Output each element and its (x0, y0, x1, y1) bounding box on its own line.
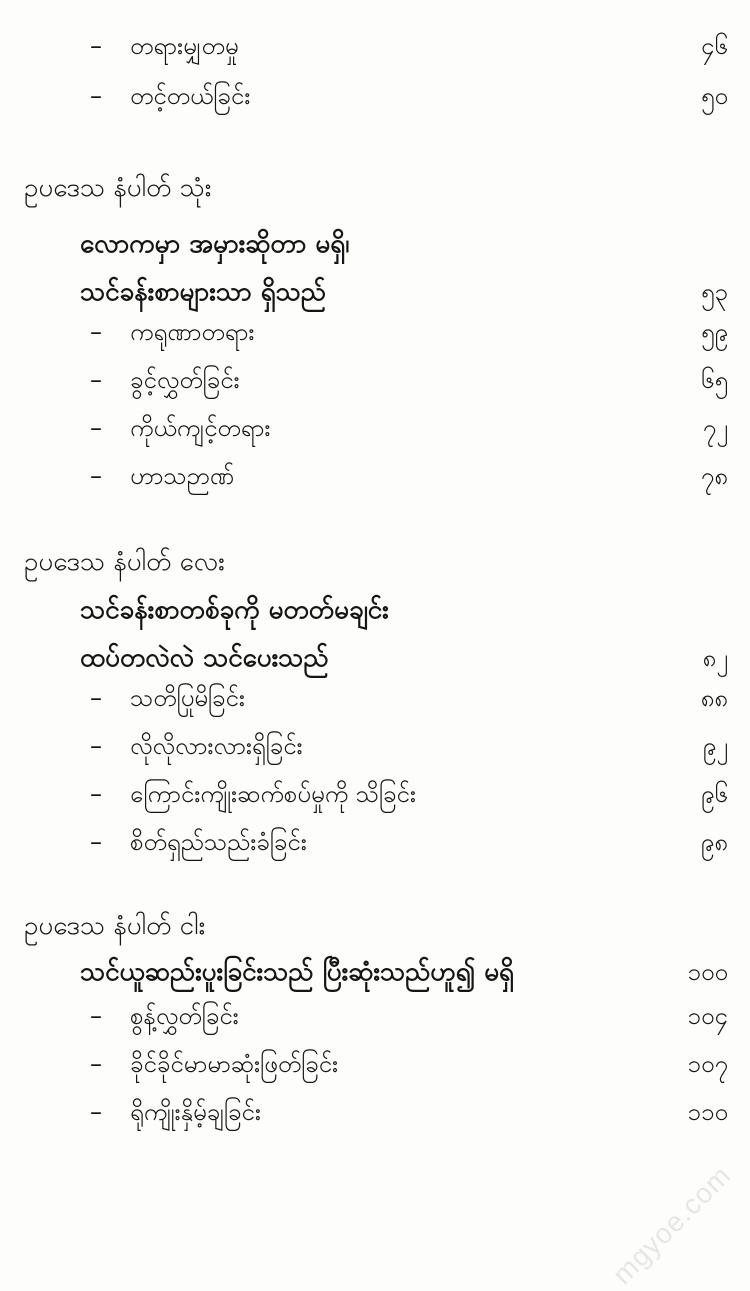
item-page-number: ၇၂ (702, 414, 728, 442)
item-title: တင့်တယ်ခြင်း (130, 82, 251, 110)
bullet-dash: – (90, 1002, 102, 1030)
section-page-number: ၁၀၀ (687, 958, 728, 986)
bullet-dash: – (90, 684, 102, 712)
section-page-number: ၈၂ (702, 644, 728, 672)
item-page-number: ၁၀၇ (687, 1050, 728, 1078)
bullet-dash: – (90, 462, 102, 490)
section-heading-line: သင်ခန်းစာများသာ ရှိသည် (80, 277, 326, 307)
watermark: mgyoe.com (606, 1159, 738, 1290)
item-page-number: ၁၀၄ (687, 1002, 728, 1030)
bullet-dash: – (90, 780, 102, 808)
item-title: ရိုကျိုးနှိမ့်ချခြင်း (130, 1098, 261, 1126)
item-title: ခွင့်လွှတ်ခြင်း (130, 366, 240, 394)
item-title: သတိပြုမိခြင်း (130, 684, 245, 712)
item-title: ဟာသဉာဏ် (130, 462, 234, 490)
item-title: ကြောင်းကျိုးဆက်စပ်မှုကို သိခြင်း (130, 780, 416, 808)
bullet-dash: – (90, 414, 102, 442)
section-heading-line: လောကမှာ အမှားဆိုတာ မရှိ၊ (80, 229, 350, 259)
section-heading-line: သင်ယူဆည်းပူးခြင်းသည် ပြီးဆုံးသည်ဟူ၍ မရှိ (80, 957, 514, 987)
item-page-number: ၁၁၀ (687, 1098, 728, 1126)
item-page-number: ၄၆ (701, 32, 728, 60)
section-title: ဥပဒေသ နံပါတ် ငါး (24, 911, 206, 941)
item-page-number: ၉၆ (701, 780, 728, 808)
section-title: ဥပဒေသ နံပါတ် လေး (24, 547, 225, 577)
bullet-dash: – (90, 1098, 102, 1126)
item-title: စွန့်လွှတ်ခြင်း (130, 1002, 239, 1030)
item-page-number: ၈၈ (700, 684, 728, 712)
item-title: စိတ်ရှည်သည်းခံခြင်း (130, 828, 307, 856)
bullet-dash: – (90, 1050, 102, 1078)
item-page-number: ၅၉ (701, 318, 728, 346)
bullet-dash: – (90, 366, 102, 394)
section-title: ဥပဒေသ နံပါတ် သုံး (24, 173, 212, 203)
item-title: ခိုင်ခိုင်မာမာဆုံးဖြတ်ခြင်း (130, 1050, 339, 1078)
item-page-number: ၇၈ (700, 462, 728, 490)
bullet-dash: – (90, 828, 102, 856)
item-page-number: ၉၂ (702, 732, 728, 760)
section-heading-line: ထပ်တလဲလဲ သင်ပေးသည် (80, 643, 329, 673)
bullet-dash: – (90, 32, 102, 60)
bullet-dash: – (90, 318, 102, 346)
section-heading-line: သင်ခန်းစာတစ်ခုကို မတတ်မချင်း (80, 595, 389, 625)
bullet-dash: – (90, 82, 102, 110)
item-title: တရားမျှတမှု (130, 32, 239, 60)
bullet-dash: – (90, 732, 102, 760)
section-page-number: ၅၃ (701, 278, 728, 306)
item-title: လိုလိုလားလားရှိခြင်း (130, 732, 303, 760)
item-page-number: ၅၀ (701, 82, 728, 110)
item-title: ကိုယ်ကျင့်တရား (130, 414, 271, 442)
item-page-number: ၉၈ (700, 828, 728, 856)
item-page-number: ၆၅ (701, 366, 728, 394)
item-title: ကရုဏာတရား (130, 318, 255, 346)
